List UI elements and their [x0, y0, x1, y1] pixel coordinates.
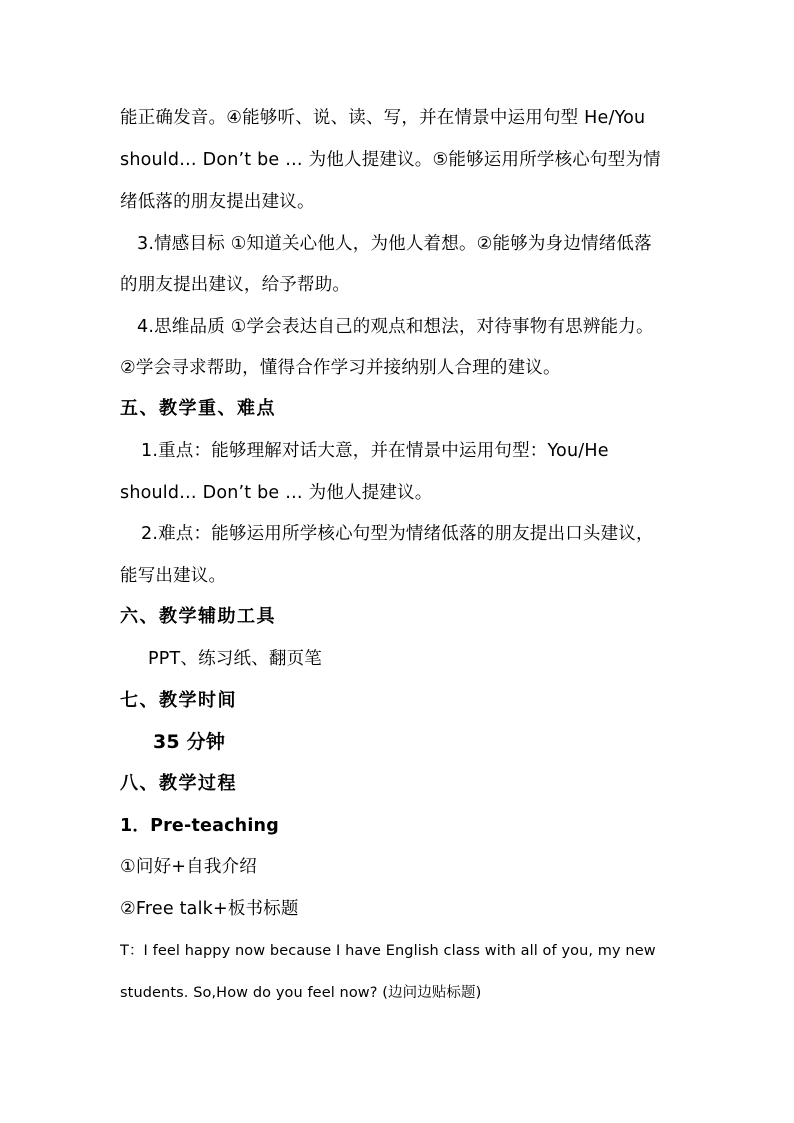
paragraph-line: should… Don’t be … 为他人提建议。⑤能够运用所学核心句型为情 — [120, 150, 661, 170]
subsection-heading: 1．Pre-teaching — [120, 816, 279, 836]
paragraph-line: 绪低落的朋友提出建议。 — [120, 192, 315, 212]
paragraph-line: 2.难点：能够运用所学核心句型为情绪低落的朋友提出口头建议， — [141, 524, 654, 544]
paragraph-line: PPT、练习纸、翻页笔 — [148, 649, 322, 669]
section-heading: 五、教学重、难点 — [120, 398, 276, 419]
paragraph-line: 能正确发音。④能够听、说、读、写，并在情景中运用句型 He/You — [120, 108, 646, 128]
paragraph-line: ②Free talk+板书标题 — [120, 899, 299, 919]
paragraph-line: 的朋友提出建议，给予帮助。 — [120, 275, 351, 295]
paragraph-line: 1.重点：能够理解对话大意，并在情景中运用句型：You/He — [141, 441, 609, 461]
teaching-time-value: 35 分钟 — [153, 731, 226, 753]
dialogue-line: students. So,How do you feel now? (边问边贴标题) — [120, 985, 482, 1001]
paragraph-line: 4.思维品质 ①学会表达自己的观点和想法，对待事物有思辨能力。 — [137, 317, 654, 337]
paragraph-line: 能写出建议。 — [120, 566, 227, 586]
paragraph-line: should… Don’t be … 为他人提建议。 — [120, 483, 433, 503]
paragraph-line: 3.情感目标 ①知道关心他人，为他人着想。②能够为身边情绪低落 — [137, 234, 652, 254]
section-heading: 八、教学过程 — [120, 773, 237, 794]
section-heading: 七、教学时间 — [120, 690, 237, 711]
paragraph-line: ②学会寻求帮助，懂得合作学习并接纳别人合理的建议。 — [120, 358, 561, 378]
dialogue-line: T：I feel happy now because I have English class with all of you, my new — [120, 943, 656, 959]
section-heading: 六、教学辅助工具 — [120, 606, 276, 627]
paragraph-line: ①问好+自我介绍 — [120, 857, 257, 877]
